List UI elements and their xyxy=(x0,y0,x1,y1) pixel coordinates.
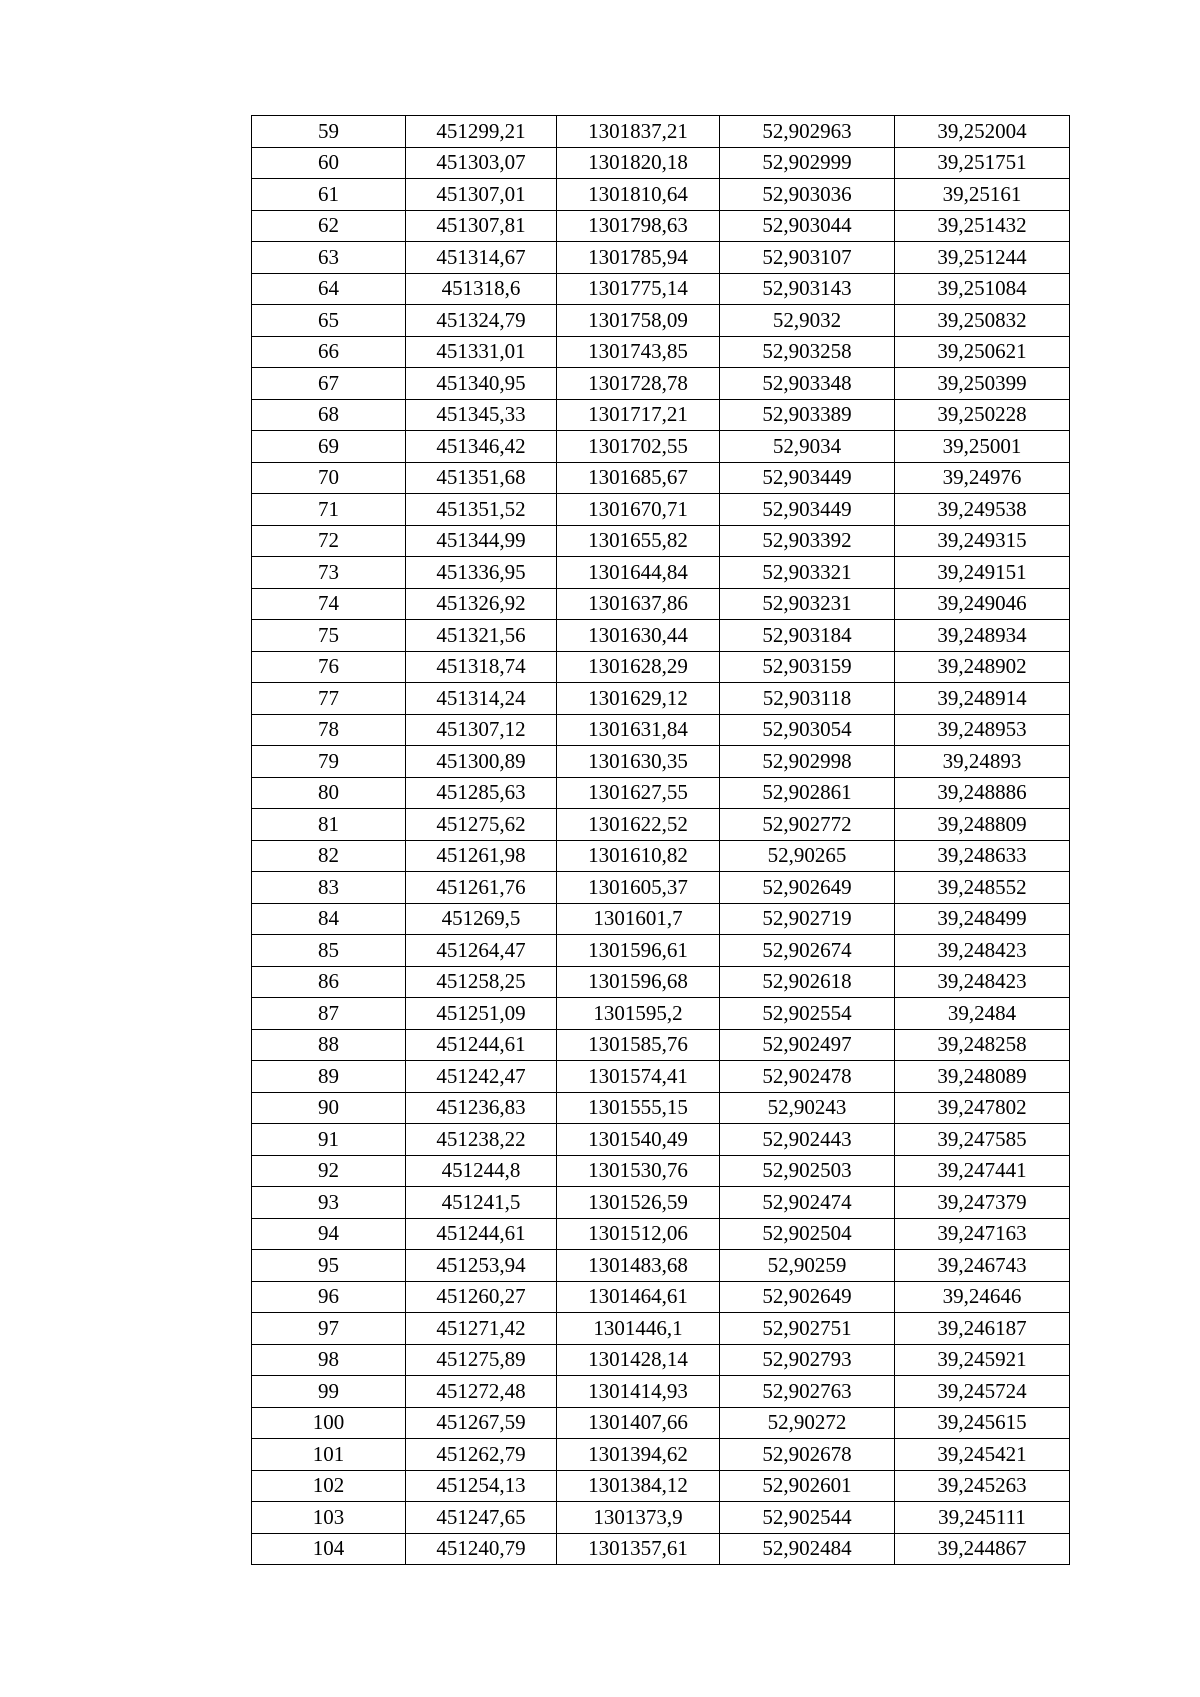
table-row xyxy=(252,1313,1070,1345)
longitude-cell: 39,249046 xyxy=(895,588,1070,620)
longitude-cell: 39,250228 xyxy=(895,399,1070,431)
latitude-cell: 52,902601 xyxy=(720,1470,895,1502)
point-number-cell: 63 xyxy=(252,242,406,274)
table-row xyxy=(252,116,1070,148)
longitude-cell: 39,247379 xyxy=(895,1187,1070,1219)
x-coordinate-cell: 451236,83 xyxy=(406,1092,557,1124)
x-coordinate-cell: 451346,42 xyxy=(406,431,557,463)
table-row xyxy=(252,1502,1070,1534)
y-coordinate-cell: 1301644,84 xyxy=(557,557,720,589)
latitude-cell: 52,903321 xyxy=(720,557,895,589)
x-coordinate-cell: 451344,99 xyxy=(406,525,557,557)
y-coordinate-cell: 1301631,84 xyxy=(557,714,720,746)
latitude-cell: 52,90243 xyxy=(720,1092,895,1124)
table-row xyxy=(252,1155,1070,1187)
x-coordinate-cell: 451241,5 xyxy=(406,1187,557,1219)
latitude-cell: 52,90272 xyxy=(720,1407,895,1439)
point-number-cell: 78 xyxy=(252,714,406,746)
latitude-cell: 52,902484 xyxy=(720,1533,895,1565)
y-coordinate-cell: 1301414,93 xyxy=(557,1376,720,1408)
point-number-cell: 64 xyxy=(252,273,406,305)
longitude-cell: 39,246187 xyxy=(895,1313,1070,1345)
y-coordinate-cell: 1301628,29 xyxy=(557,651,720,683)
table-row xyxy=(252,399,1070,431)
x-coordinate-cell: 451340,95 xyxy=(406,368,557,400)
y-coordinate-cell: 1301670,71 xyxy=(557,494,720,526)
x-coordinate-cell: 451351,68 xyxy=(406,462,557,494)
y-coordinate-cell: 1301601,7 xyxy=(557,903,720,935)
table-row xyxy=(252,777,1070,809)
latitude-cell: 52,903054 xyxy=(720,714,895,746)
latitude-cell: 52,902963 xyxy=(720,116,895,148)
longitude-cell: 39,248809 xyxy=(895,809,1070,841)
point-number-cell: 104 xyxy=(252,1533,406,1565)
point-number-cell: 89 xyxy=(252,1061,406,1093)
point-number-cell: 77 xyxy=(252,683,406,715)
table-row xyxy=(252,1250,1070,1282)
latitude-cell: 52,903449 xyxy=(720,494,895,526)
y-coordinate-cell: 1301637,86 xyxy=(557,588,720,620)
point-number-cell: 87 xyxy=(252,998,406,1030)
table-row xyxy=(252,966,1070,998)
point-number-cell: 61 xyxy=(252,179,406,211)
x-coordinate-cell: 451267,59 xyxy=(406,1407,557,1439)
x-coordinate-cell: 451262,79 xyxy=(406,1439,557,1471)
longitude-cell: 39,248633 xyxy=(895,840,1070,872)
point-number-cell: 65 xyxy=(252,305,406,337)
longitude-cell: 39,248934 xyxy=(895,620,1070,652)
y-coordinate-cell: 1301357,61 xyxy=(557,1533,720,1565)
y-coordinate-cell: 1301758,09 xyxy=(557,305,720,337)
point-number-cell: 71 xyxy=(252,494,406,526)
longitude-cell: 39,25001 xyxy=(895,431,1070,463)
y-coordinate-cell: 1301596,68 xyxy=(557,966,720,998)
point-number-cell: 91 xyxy=(252,1124,406,1156)
point-number-cell: 84 xyxy=(252,903,406,935)
longitude-cell: 39,245921 xyxy=(895,1344,1070,1376)
latitude-cell: 52,903036 xyxy=(720,179,895,211)
y-coordinate-cell: 1301526,59 xyxy=(557,1187,720,1219)
x-coordinate-cell: 451244,61 xyxy=(406,1218,557,1250)
table-row xyxy=(252,1376,1070,1408)
latitude-cell: 52,902544 xyxy=(720,1502,895,1534)
point-number-cell: 59 xyxy=(252,116,406,148)
latitude-cell: 52,902649 xyxy=(720,872,895,904)
y-coordinate-cell: 1301605,37 xyxy=(557,872,720,904)
table-row xyxy=(252,588,1070,620)
y-coordinate-cell: 1301407,66 xyxy=(557,1407,720,1439)
x-coordinate-cell: 451307,01 xyxy=(406,179,557,211)
latitude-cell: 52,902999 xyxy=(720,147,895,179)
x-coordinate-cell: 451307,12 xyxy=(406,714,557,746)
point-number-cell: 98 xyxy=(252,1344,406,1376)
y-coordinate-cell: 1301810,64 xyxy=(557,179,720,211)
y-coordinate-cell: 1301837,21 xyxy=(557,116,720,148)
y-coordinate-cell: 1301595,2 xyxy=(557,998,720,1030)
longitude-cell: 39,24646 xyxy=(895,1281,1070,1313)
x-coordinate-cell: 451272,48 xyxy=(406,1376,557,1408)
point-number-cell: 96 xyxy=(252,1281,406,1313)
point-number-cell: 80 xyxy=(252,777,406,809)
table-row xyxy=(252,1092,1070,1124)
x-coordinate-cell: 451318,6 xyxy=(406,273,557,305)
latitude-cell: 52,902618 xyxy=(720,966,895,998)
table-row xyxy=(252,935,1070,967)
table-row xyxy=(252,1124,1070,1156)
latitude-cell: 52,902554 xyxy=(720,998,895,1030)
x-coordinate-cell: 451253,94 xyxy=(406,1250,557,1282)
table-row xyxy=(252,210,1070,242)
point-number-cell: 60 xyxy=(252,147,406,179)
x-coordinate-cell: 451247,65 xyxy=(406,1502,557,1534)
latitude-cell: 52,903044 xyxy=(720,210,895,242)
longitude-cell: 39,248499 xyxy=(895,903,1070,935)
longitude-cell: 39,245421 xyxy=(895,1439,1070,1471)
x-coordinate-cell: 451326,92 xyxy=(406,588,557,620)
table-row xyxy=(252,620,1070,652)
point-number-cell: 102 xyxy=(252,1470,406,1502)
x-coordinate-cell: 451271,42 xyxy=(406,1313,557,1345)
table-row xyxy=(252,1187,1070,1219)
x-coordinate-cell: 451314,67 xyxy=(406,242,557,274)
latitude-cell: 52,902861 xyxy=(720,777,895,809)
x-coordinate-cell: 451314,24 xyxy=(406,683,557,715)
x-coordinate-cell: 451275,62 xyxy=(406,809,557,841)
latitude-cell: 52,90259 xyxy=(720,1250,895,1282)
longitude-cell: 39,247163 xyxy=(895,1218,1070,1250)
latitude-cell: 52,903107 xyxy=(720,242,895,274)
x-coordinate-cell: 451307,81 xyxy=(406,210,557,242)
point-number-cell: 73 xyxy=(252,557,406,589)
x-coordinate-cell: 451299,21 xyxy=(406,116,557,148)
table-row xyxy=(252,557,1070,589)
x-coordinate-cell: 451258,25 xyxy=(406,966,557,998)
x-coordinate-cell: 451244,8 xyxy=(406,1155,557,1187)
longitude-cell: 39,244867 xyxy=(895,1533,1070,1565)
longitude-cell: 39,247802 xyxy=(895,1092,1070,1124)
point-number-cell: 75 xyxy=(252,620,406,652)
longitude-cell: 39,248886 xyxy=(895,777,1070,809)
longitude-cell: 39,248258 xyxy=(895,1029,1070,1061)
coordinates-table xyxy=(251,115,1070,1565)
y-coordinate-cell: 1301728,78 xyxy=(557,368,720,400)
table-row xyxy=(252,714,1070,746)
y-coordinate-cell: 1301743,85 xyxy=(557,336,720,368)
longitude-cell: 39,248423 xyxy=(895,935,1070,967)
y-coordinate-cell: 1301394,62 xyxy=(557,1439,720,1471)
point-number-cell: 95 xyxy=(252,1250,406,1282)
table-row xyxy=(252,1218,1070,1250)
point-number-cell: 68 xyxy=(252,399,406,431)
table-row xyxy=(252,1281,1070,1313)
longitude-cell: 39,248953 xyxy=(895,714,1070,746)
latitude-cell: 52,902719 xyxy=(720,903,895,935)
y-coordinate-cell: 1301629,12 xyxy=(557,683,720,715)
latitude-cell: 52,903143 xyxy=(720,273,895,305)
longitude-cell: 39,249151 xyxy=(895,557,1070,589)
longitude-cell: 39,250399 xyxy=(895,368,1070,400)
latitude-cell: 52,902998 xyxy=(720,746,895,778)
point-number-cell: 76 xyxy=(252,651,406,683)
point-number-cell: 74 xyxy=(252,588,406,620)
latitude-cell: 52,903258 xyxy=(720,336,895,368)
y-coordinate-cell: 1301585,76 xyxy=(557,1029,720,1061)
point-number-cell: 67 xyxy=(252,368,406,400)
x-coordinate-cell: 451321,56 xyxy=(406,620,557,652)
point-number-cell: 79 xyxy=(252,746,406,778)
longitude-cell: 39,248423 xyxy=(895,966,1070,998)
longitude-cell: 39,251751 xyxy=(895,147,1070,179)
table-row xyxy=(252,1344,1070,1376)
longitude-cell: 39,245111 xyxy=(895,1502,1070,1534)
point-number-cell: 72 xyxy=(252,525,406,557)
longitude-cell: 39,245615 xyxy=(895,1407,1070,1439)
y-coordinate-cell: 1301446,1 xyxy=(557,1313,720,1345)
y-coordinate-cell: 1301512,06 xyxy=(557,1218,720,1250)
x-coordinate-cell: 451260,27 xyxy=(406,1281,557,1313)
table-row xyxy=(252,872,1070,904)
latitude-cell: 52,902751 xyxy=(720,1313,895,1345)
longitude-cell: 39,249538 xyxy=(895,494,1070,526)
point-number-cell: 92 xyxy=(252,1155,406,1187)
latitude-cell: 52,903389 xyxy=(720,399,895,431)
point-number-cell: 97 xyxy=(252,1313,406,1345)
y-coordinate-cell: 1301622,52 xyxy=(557,809,720,841)
x-coordinate-cell: 451324,79 xyxy=(406,305,557,337)
x-coordinate-cell: 451269,5 xyxy=(406,903,557,935)
table-row xyxy=(252,273,1070,305)
point-number-cell: 103 xyxy=(252,1502,406,1534)
x-coordinate-cell: 451318,74 xyxy=(406,651,557,683)
x-coordinate-cell: 451238,22 xyxy=(406,1124,557,1156)
table-row xyxy=(252,462,1070,494)
longitude-cell: 39,248552 xyxy=(895,872,1070,904)
longitude-cell: 39,24893 xyxy=(895,746,1070,778)
x-coordinate-cell: 451303,07 xyxy=(406,147,557,179)
table-row xyxy=(252,368,1070,400)
x-coordinate-cell: 451264,47 xyxy=(406,935,557,967)
latitude-cell: 52,903348 xyxy=(720,368,895,400)
longitude-cell: 39,248089 xyxy=(895,1061,1070,1093)
y-coordinate-cell: 1301464,61 xyxy=(557,1281,720,1313)
table-row xyxy=(252,525,1070,557)
point-number-cell: 62 xyxy=(252,210,406,242)
longitude-cell: 39,251084 xyxy=(895,273,1070,305)
latitude-cell: 52,9034 xyxy=(720,431,895,463)
latitude-cell: 52,902649 xyxy=(720,1281,895,1313)
table-row xyxy=(252,651,1070,683)
latitude-cell: 52,902443 xyxy=(720,1124,895,1156)
point-number-cell: 86 xyxy=(252,966,406,998)
point-number-cell: 94 xyxy=(252,1218,406,1250)
latitude-cell: 52,902772 xyxy=(720,809,895,841)
longitude-cell: 39,250832 xyxy=(895,305,1070,337)
x-coordinate-cell: 451261,76 xyxy=(406,872,557,904)
y-coordinate-cell: 1301717,21 xyxy=(557,399,720,431)
table-row xyxy=(252,1470,1070,1502)
latitude-cell: 52,903449 xyxy=(720,462,895,494)
point-number-cell: 93 xyxy=(252,1187,406,1219)
x-coordinate-cell: 451275,89 xyxy=(406,1344,557,1376)
coordinates-table-body xyxy=(252,116,1070,1565)
x-coordinate-cell: 451244,61 xyxy=(406,1029,557,1061)
point-number-cell: 85 xyxy=(252,935,406,967)
point-number-cell: 99 xyxy=(252,1376,406,1408)
longitude-cell: 39,252004 xyxy=(895,116,1070,148)
point-number-cell: 83 xyxy=(252,872,406,904)
point-number-cell: 69 xyxy=(252,431,406,463)
latitude-cell: 52,902504 xyxy=(720,1218,895,1250)
y-coordinate-cell: 1301630,35 xyxy=(557,746,720,778)
latitude-cell: 52,903184 xyxy=(720,620,895,652)
longitude-cell: 39,247441 xyxy=(895,1155,1070,1187)
longitude-cell: 39,250621 xyxy=(895,336,1070,368)
y-coordinate-cell: 1301798,63 xyxy=(557,210,720,242)
table-row xyxy=(252,431,1070,463)
y-coordinate-cell: 1301627,55 xyxy=(557,777,720,809)
x-coordinate-cell: 451242,47 xyxy=(406,1061,557,1093)
x-coordinate-cell: 451240,79 xyxy=(406,1533,557,1565)
table-row xyxy=(252,242,1070,274)
table-row xyxy=(252,998,1070,1030)
point-number-cell: 82 xyxy=(252,840,406,872)
table-row xyxy=(252,1407,1070,1439)
longitude-cell: 39,247585 xyxy=(895,1124,1070,1156)
table-row xyxy=(252,147,1070,179)
y-coordinate-cell: 1301428,14 xyxy=(557,1344,720,1376)
y-coordinate-cell: 1301384,12 xyxy=(557,1470,720,1502)
y-coordinate-cell: 1301775,14 xyxy=(557,273,720,305)
longitude-cell: 39,251244 xyxy=(895,242,1070,274)
y-coordinate-cell: 1301555,15 xyxy=(557,1092,720,1124)
x-coordinate-cell: 451300,89 xyxy=(406,746,557,778)
x-coordinate-cell: 451331,01 xyxy=(406,336,557,368)
latitude-cell: 52,902474 xyxy=(720,1187,895,1219)
x-coordinate-cell: 451336,95 xyxy=(406,557,557,589)
point-number-cell: 70 xyxy=(252,462,406,494)
longitude-cell: 39,248902 xyxy=(895,651,1070,683)
y-coordinate-cell: 1301530,76 xyxy=(557,1155,720,1187)
y-coordinate-cell: 1301373,9 xyxy=(557,1502,720,1534)
longitude-cell: 39,25161 xyxy=(895,179,1070,211)
table-row xyxy=(252,1029,1070,1061)
latitude-cell: 52,903118 xyxy=(720,683,895,715)
y-coordinate-cell: 1301685,67 xyxy=(557,462,720,494)
latitude-cell: 52,902503 xyxy=(720,1155,895,1187)
y-coordinate-cell: 1301610,82 xyxy=(557,840,720,872)
point-number-cell: 101 xyxy=(252,1439,406,1471)
latitude-cell: 52,903392 xyxy=(720,525,895,557)
table-row xyxy=(252,903,1070,935)
latitude-cell: 52,902763 xyxy=(720,1376,895,1408)
y-coordinate-cell: 1301574,41 xyxy=(557,1061,720,1093)
longitude-cell: 39,246743 xyxy=(895,1250,1070,1282)
x-coordinate-cell: 451261,98 xyxy=(406,840,557,872)
table-row xyxy=(252,746,1070,778)
longitude-cell: 39,245263 xyxy=(895,1470,1070,1502)
y-coordinate-cell: 1301820,18 xyxy=(557,147,720,179)
latitude-cell: 52,903231 xyxy=(720,588,895,620)
longitude-cell: 39,248914 xyxy=(895,683,1070,715)
table-row xyxy=(252,1061,1070,1093)
table-row xyxy=(252,1533,1070,1565)
table-row xyxy=(252,179,1070,211)
x-coordinate-cell: 451251,09 xyxy=(406,998,557,1030)
latitude-cell: 52,902674 xyxy=(720,935,895,967)
y-coordinate-cell: 1301702,55 xyxy=(557,431,720,463)
y-coordinate-cell: 1301596,61 xyxy=(557,935,720,967)
y-coordinate-cell: 1301540,49 xyxy=(557,1124,720,1156)
longitude-cell: 39,249315 xyxy=(895,525,1070,557)
point-number-cell: 88 xyxy=(252,1029,406,1061)
latitude-cell: 52,903159 xyxy=(720,651,895,683)
point-number-cell: 81 xyxy=(252,809,406,841)
x-coordinate-cell: 451254,13 xyxy=(406,1470,557,1502)
table-row xyxy=(252,305,1070,337)
table-row xyxy=(252,683,1070,715)
table-row xyxy=(252,494,1070,526)
y-coordinate-cell: 1301483,68 xyxy=(557,1250,720,1282)
longitude-cell: 39,24976 xyxy=(895,462,1070,494)
y-coordinate-cell: 1301655,82 xyxy=(557,525,720,557)
table-row xyxy=(252,1439,1070,1471)
latitude-cell: 52,902478 xyxy=(720,1061,895,1093)
longitude-cell: 39,2484 xyxy=(895,998,1070,1030)
table-row xyxy=(252,840,1070,872)
latitude-cell: 52,902793 xyxy=(720,1344,895,1376)
latitude-cell: 52,90265 xyxy=(720,840,895,872)
latitude-cell: 52,902678 xyxy=(720,1439,895,1471)
point-number-cell: 66 xyxy=(252,336,406,368)
y-coordinate-cell: 1301785,94 xyxy=(557,242,720,274)
point-number-cell: 90 xyxy=(252,1092,406,1124)
table-row xyxy=(252,336,1070,368)
x-coordinate-cell: 451345,33 xyxy=(406,399,557,431)
longitude-cell: 39,245724 xyxy=(895,1376,1070,1408)
longitude-cell: 39,251432 xyxy=(895,210,1070,242)
x-coordinate-cell: 451351,52 xyxy=(406,494,557,526)
x-coordinate-cell: 451285,63 xyxy=(406,777,557,809)
latitude-cell: 52,902497 xyxy=(720,1029,895,1061)
latitude-cell: 52,9032 xyxy=(720,305,895,337)
point-number-cell: 100 xyxy=(252,1407,406,1439)
table-row xyxy=(252,809,1070,841)
y-coordinate-cell: 1301630,44 xyxy=(557,620,720,652)
